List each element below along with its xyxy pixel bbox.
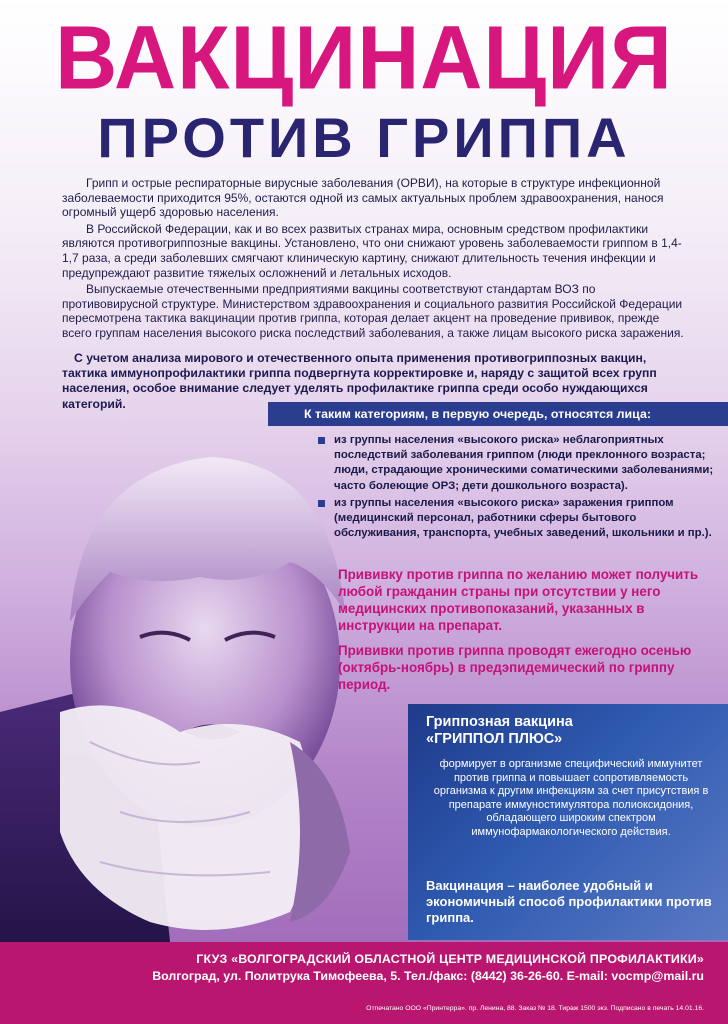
vaccine-conclusion: Вакцинация – наиболее удобный и экономичный способ профилактики против гриппа. <box>426 878 712 925</box>
list-item <box>318 496 718 542</box>
seasonal-vaccination-note: Прививки против гриппа проводят ежегодно осенью (октябрь-ноябрь) в предэпидемический по гриппу период. <box>338 643 692 692</box>
footer <box>0 942 728 1024</box>
list-item <box>318 433 718 494</box>
footer-imprint: Отпечатано ООО «Принтерра». пр. Ленина, 88. Заказ № 18. Тираж 1500 экз. Подписано в печать 14.01.16. <box>366 1005 704 1012</box>
intro-text <box>62 176 684 343</box>
intro-paragraph-2: В Российской Федерации, как и во всех развитых странах мира, основным средством профилактики являются противогриппозные вакцины. Установлено, что они снижают уровень заболеваемости гриппом в 1,4-1,7 раза, а среди заболевших смягчают клиническую картину, снижают длительность течения инфекции и предупреждают развитие тяжелых осложнений и летальных исходов. <box>62 221 682 280</box>
poster-title-line1: ВАКЦИНАЦИЯ <box>55 7 673 109</box>
bullet-square-icon <box>318 500 325 507</box>
list-item-text: из группы населения «высокого риска» заражения гриппом (медицинский персонал, работники сферы бытового обслуживания, транспорта, учебных заведений, школьники и пр.). <box>334 496 712 540</box>
categories-banner-text: К таким категориям, в первую очередь, относятся лица: <box>304 407 651 421</box>
voluntary-vaccination-note: Прививку против гриппа по желанию может получить любой гражданин страны при отсутствии у него медицинских противопоказаний, указанных в инструкции на препарат. <box>338 567 699 633</box>
vaccine-title <box>426 714 726 748</box>
vaccine-description: формирует в организме специфический иммунитет против гриппа и повышает сопротивляемость организма к другим инфекциям за счет присутствия в препарате иммуностимулятора полиоксидония, обладающего широким спектром иммунофармакологического действия. <box>433 758 709 838</box>
intro-paragraph-1: Грипп и острые респираторные вирусные заболевания (ОРВИ), на которые в структуре инфекционной заболеваемости приходится 95%, остаются одной из самых актуальных проблем здравоохранения, нанося огромный ущерб здоровью населения. <box>62 176 664 220</box>
intro-paragraph-3: Выпускаемые отечественными предприятиями вакцины соответствуют стандартам ВОЗ по противовирусной структуре. Министерством здравоохранения и социального развития Российской Федерации пересмотрена тактика вакцинации против гриппа, которая делает акцент на проведение прививок, прежде всего группам населения высокого риска последствий заболевания, а также лицам высокого риска заражения. <box>62 282 684 340</box>
footer-address: Волгоград, ул. Политрука Тимофеева, 5. Тел./факс: (8442) 36-26-60. E-mail: vocmp@mail.ru <box>152 969 704 983</box>
categories-banner <box>268 402 728 426</box>
list-item-text: из группы населения «высокого риска» неблагоприятных последствий заболевания гриппом (люди преклонного возраста; люди, страдающие хроническими соматическими заболеваниями; часто болеющие ОРЗ; дети дошкольного возраста). <box>334 434 714 492</box>
poster-title-line2: ПРОТИВ ГРИППА <box>97 106 631 169</box>
vaccine-title-line1: Гриппозная вакцина <box>426 714 573 730</box>
bullet-square-icon <box>318 437 325 444</box>
vaccine-title-line2: «ГРИППОЛ ПЛЮС» <box>426 731 563 747</box>
lead-paragraph: С учетом анализа мирового и отечественного опыта применения противогриппозных вакцин, тактика иммунопрофилактики гриппа подвергнута корректировке и, наряду с защитой всех групп населения, особое внимание следует уделять профилактике гриппа среди особо нуждающихся категорий. <box>62 351 657 411</box>
categories-list <box>318 433 718 543</box>
vaccine-info-box <box>408 704 728 940</box>
footer-organization: ГКУЗ «ВОЛГОГРАДСКИЙ ОБЛАСТНОЙ ЦЕНТР МЕДИЦИНСКОЙ ПРОФИЛАКТИКИ» <box>196 952 704 966</box>
